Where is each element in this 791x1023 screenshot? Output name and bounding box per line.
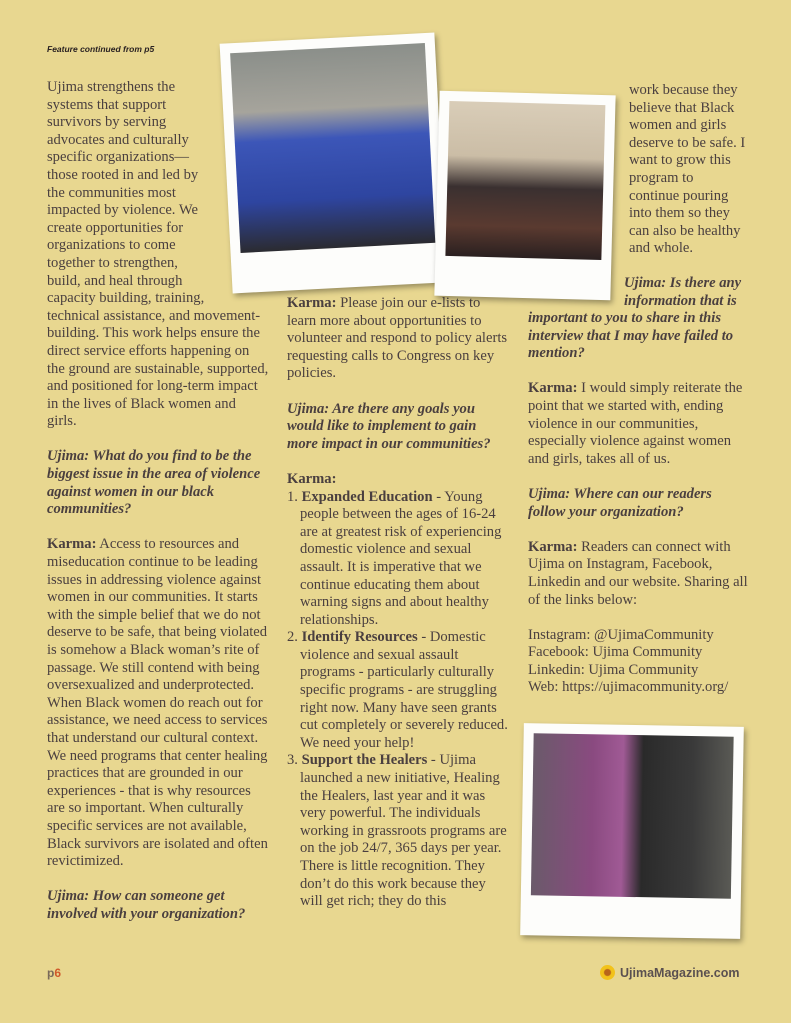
question-5: Ujima: Where can our readers follow your organization? bbox=[528, 485, 712, 520]
item-text: - Domestic violence and sexual assault programs - particularly culturally specific programs - are struggling right now. Many have seen grants cut completely or severely reduced. We need your help! bbox=[300, 629, 508, 751]
answer-label: Karma: bbox=[287, 470, 337, 487]
list-number: 3. bbox=[287, 752, 298, 769]
item-text: - Ujima launched a new initiative, Healing the Healers, last year and it was very powerful. The individuals working in grassroots programs are on the job 24/7, 365 days per year. There is little recognition. They don’t do this work because they will get rich; they do this bbox=[300, 752, 507, 910]
photo-image bbox=[445, 101, 605, 260]
list-number: 2. bbox=[287, 629, 298, 646]
page-prefix: p bbox=[47, 966, 55, 980]
goals-list bbox=[287, 489, 509, 911]
continued-kicker: Feature continued from p5 bbox=[47, 44, 155, 54]
list-item bbox=[287, 488, 509, 630]
answer-text: Access to resources and miseducation continue to be leading issues in addressing violence against women in our communities. It starts with the simple belief that we do not deserve to be safe, that being violated is somehow a Black woman’s rite of passage. We still contend with being oversexualized and underprotected. When Black women do reach out for assistance, we need access to services that understand our cultural context. We need programs that center healing practices that are grounded in our experiences - that is why resources are so important. When culturally specific services are not available, Black survivors are isolated and often revictimized. bbox=[47, 536, 268, 870]
instagram-link[interactable]: Instagram: @UjimaCommunity bbox=[528, 626, 714, 643]
question-4: important to you to share in this interview that I may have failed to mention? bbox=[528, 310, 734, 362]
question-4-start: Ujima: Is there any information that is bbox=[624, 275, 742, 309]
item-title: Expanded Education bbox=[301, 488, 433, 505]
intro-paragraph: Ujima strengthens the systems that support survivors by serving advocates and culturally specific organizations—those rooted in and led by the communities most impacted by violence. We create opportunities for organizations to come together to strengthen, build, and heal through capacity building, training, technical assistance, and movement-building. This work helps ensure the direct service efforts happening on the ground are sustainable, supported, and positioned for long-term impact in the lives of Black women and girls. bbox=[47, 79, 269, 430]
question-3: Ujima: Are there any goals you would like to implement to gain more impact in our communities? bbox=[287, 400, 491, 452]
page-num: 6 bbox=[54, 966, 62, 980]
list-number: 1. bbox=[287, 488, 298, 505]
question-1: Ujima: What do you find to be the biggest issue in the area of violence against women in our black communities? bbox=[47, 448, 261, 518]
photo-two-women-outdoors bbox=[220, 33, 448, 294]
answer-text: I would simply reiterate the point that we started with, ending violence in our communities, especially violence against women and girls, takes all of us. bbox=[528, 380, 743, 467]
item-text: - Young people between the ages of 16-24 are at greatest risk of experiencing domestic violence and sexual assault. It is imperative that we continue educating them about warning signs and about healthy relationships. bbox=[300, 488, 502, 628]
column-3 bbox=[528, 310, 750, 697]
column-2 bbox=[287, 295, 509, 911]
photo-two-women-speaking bbox=[520, 723, 744, 939]
answer-5 bbox=[528, 539, 750, 609]
photo-handshake bbox=[434, 91, 615, 301]
answer-label: Karma: bbox=[528, 538, 578, 555]
site-credit bbox=[600, 965, 739, 980]
answer-label: Karma: bbox=[47, 536, 97, 553]
photo-image bbox=[230, 43, 435, 253]
answer-4 bbox=[528, 380, 750, 468]
website-link[interactable]: Web: https://ujimacommunity.org/ bbox=[528, 679, 729, 696]
continued-answer: work because they believe that Black women and girls deserve to be safe. I want to grow this program to continue pouring into them so they can also be healthy and whole. bbox=[629, 82, 746, 257]
site-url[interactable]: UjimaMagazine.com bbox=[620, 965, 740, 980]
answer-label: Karma: bbox=[528, 380, 578, 397]
item-title: Identify Resources bbox=[301, 629, 418, 646]
answer-1 bbox=[47, 536, 269, 870]
answer-text: Please join our e-lists to learn more about opportunities to volunteer and respond to policy alerts requesting calls to Congress on key policies. bbox=[287, 295, 508, 382]
answer-2 bbox=[287, 295, 509, 383]
page-number bbox=[47, 966, 61, 980]
column-3-top bbox=[629, 82, 747, 276]
facebook-link[interactable]: Facebook: Ujima Community bbox=[528, 644, 703, 661]
question-2: Ujima: How can someone get involved with your organization? bbox=[47, 888, 246, 922]
photo-image bbox=[531, 733, 734, 898]
item-title: Support the Healers bbox=[301, 752, 428, 769]
list-item bbox=[287, 629, 509, 752]
answer-text: Readers can connect with Ujima on Instagram, Facebook, Linkedin and our website. Sharing all of the links below: bbox=[528, 538, 748, 608]
sunflower-icon bbox=[600, 965, 615, 980]
social-links bbox=[528, 627, 750, 697]
answer-label: Karma: bbox=[287, 295, 337, 311]
list-item bbox=[287, 752, 509, 910]
linkedin-link[interactable]: Linkedin: Ujima Community bbox=[528, 661, 699, 678]
